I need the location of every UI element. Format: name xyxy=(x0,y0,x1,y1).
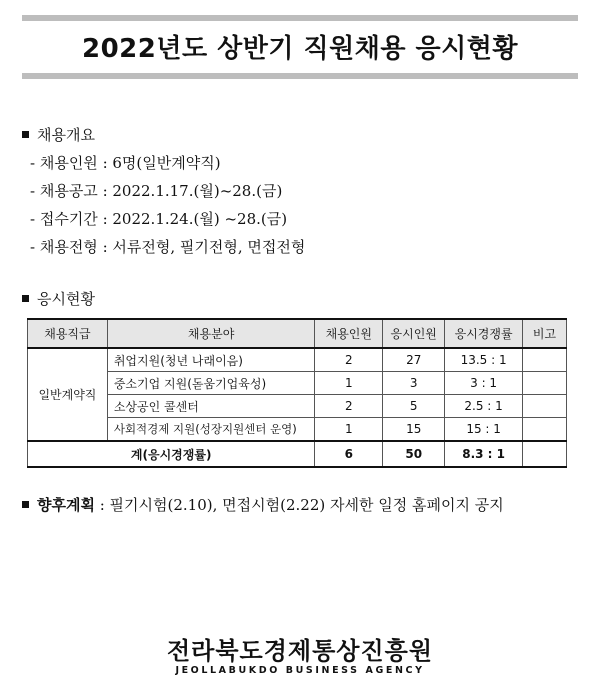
col-header-grade: 채용직급 xyxy=(28,319,108,348)
field-cell: 취업지원(청년 나래이음) xyxy=(107,348,315,372)
overview-item-process: - 채용전형 : 서류전형, 필기전형, 면접전형 xyxy=(30,238,306,256)
title-top-rule xyxy=(22,15,578,21)
field-cell: 소상공인 콜센터 xyxy=(107,395,315,418)
ratio-cell: 13.5 : 1 xyxy=(445,348,523,372)
status-heading xyxy=(22,288,95,309)
ratio-cell: 2.5 : 1 xyxy=(445,395,523,418)
applicants-cell: 5 xyxy=(383,395,445,418)
overview-item-notice: - 채용공고 : 2022.1.17.(월)~28.(금) xyxy=(30,182,283,200)
agency-logo-korean: 전라북도경제통상진흥원 xyxy=(166,637,434,665)
total-note-cell xyxy=(523,441,567,467)
table-row xyxy=(28,372,567,395)
table-header-row xyxy=(28,319,567,348)
square-bullet-icon xyxy=(22,295,29,302)
agency-logo-english: JEOLLABUKDO BUSINESS AGENCY xyxy=(175,665,425,676)
field-cell: 사회적경제 지원(성장지원센터 운영) xyxy=(107,418,315,442)
total-hires-cell: 6 xyxy=(315,441,383,467)
status-heading-text: 응시현황 xyxy=(37,290,95,308)
future-plan-label: 향후계획 xyxy=(37,496,95,514)
table-row xyxy=(28,418,567,442)
title-bottom-rule xyxy=(22,73,578,79)
total-label-cell: 계(응시경쟁률) xyxy=(28,441,315,467)
grade-cell: 일반계약직 xyxy=(28,348,108,441)
applicants-cell: 3 xyxy=(383,372,445,395)
note-cell xyxy=(523,348,567,372)
square-bullet-icon xyxy=(22,131,29,138)
col-header-applicants: 응시인원 xyxy=(383,319,445,348)
overview-item-hires: - 채용인원 : 6명(일반계약직) xyxy=(30,154,221,172)
applicants-cell: 15 xyxy=(383,418,445,442)
square-bullet-icon xyxy=(22,501,29,508)
hires-cell: 1 xyxy=(315,372,383,395)
table-row xyxy=(28,348,567,372)
col-header-field: 채용분야 xyxy=(107,319,315,348)
ratio-cell: 15 : 1 xyxy=(445,418,523,442)
col-header-ratio: 응시경쟁률 xyxy=(445,319,523,348)
table-total-row xyxy=(28,441,567,467)
hires-cell: 2 xyxy=(315,395,383,418)
col-header-hires: 채용인원 xyxy=(315,319,383,348)
overview-item-period: - 접수기간 : 2022.1.24.(월) ~28.(금) xyxy=(30,210,288,228)
hires-cell: 1 xyxy=(315,418,383,442)
table-row xyxy=(28,395,567,418)
page-title: 2022년도 상반기 직원채용 응시현황 xyxy=(81,34,519,64)
note-cell xyxy=(523,418,567,442)
overview-heading xyxy=(22,124,95,145)
note-cell xyxy=(523,372,567,395)
note-cell xyxy=(523,395,567,418)
applicants-cell: 27 xyxy=(383,348,445,372)
field-cell: 중소기업 지원(돋움기업육성) xyxy=(107,372,315,395)
future-plan-text: : 필기시험(2.10), 면접시험(2.22) 자세한 일정 홈페이지 공지 xyxy=(94,496,504,514)
col-header-note: 비고 xyxy=(523,319,567,348)
total-applicants-cell: 50 xyxy=(383,441,445,467)
hires-cell: 2 xyxy=(315,348,383,372)
total-ratio-cell: 8.3 : 1 xyxy=(445,441,523,467)
ratio-cell: 3 : 1 xyxy=(445,372,523,395)
overview-heading-text: 채용개요 xyxy=(37,126,95,144)
status-table xyxy=(27,318,567,468)
future-plan xyxy=(22,494,504,515)
